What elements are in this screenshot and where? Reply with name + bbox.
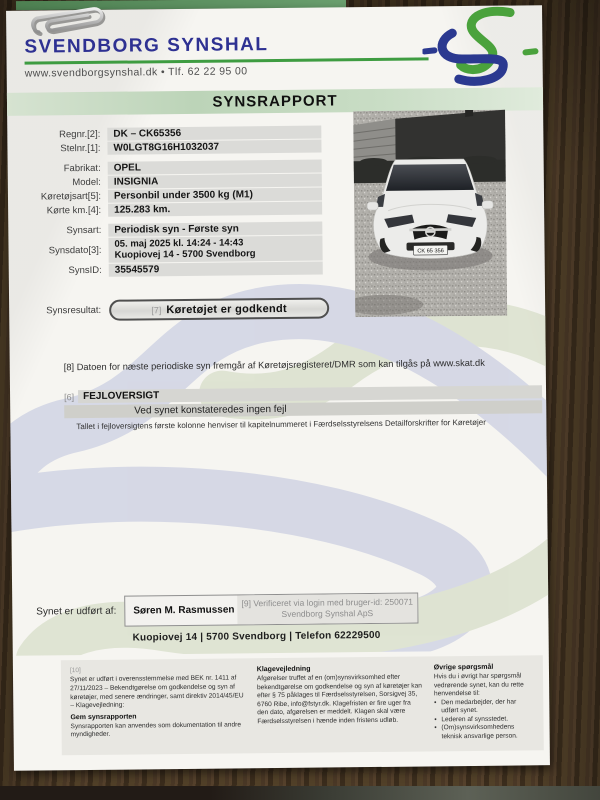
questions-heading: Øvrige spørgsmål [433, 663, 494, 672]
floor-strip [0, 786, 600, 800]
company-logo-icon [422, 6, 539, 89]
footer-col-appeal [257, 664, 423, 744]
result-label: Synsresultat: [46, 304, 102, 317]
windshield [386, 164, 474, 191]
field-value: Periodisk syn - Første syn [108, 222, 322, 237]
field-label: Fabrikat: [63, 162, 101, 175]
field-value: INSIGNIA [108, 174, 322, 189]
field-label: Model: [72, 176, 101, 189]
fault-ref: [6] [64, 391, 75, 402]
footer-col-legal [70, 665, 246, 745]
paperclip [26, 1, 122, 43]
field-row-synsid [9, 261, 357, 278]
field-value: DK – CK65356 [107, 126, 321, 141]
mirror-left [367, 202, 378, 210]
field-value: OPEL [108, 160, 322, 175]
field-value: 125.283 km. [108, 202, 322, 217]
questions-intro: Hvis du i øvrigt har spørgsmål vedrørende synet, kan du rette henvendelse til: [433, 672, 524, 698]
field-label: SynsID: [68, 264, 102, 276]
field-value: Personbil under 3500 kg (M1) [108, 188, 322, 203]
result-text: Køretøjet er godkendt [166, 302, 288, 316]
question-item-text: Den medarbejder, der har udført synet. [441, 698, 517, 715]
field-label: Stelnr.[1]: [60, 142, 101, 155]
fault-note: Tallet i fejloversigtens første kolonne henviser til kapitelnummeret i Færdselsstyrelsens Detailforskrifter for Køretøjer [76, 417, 486, 432]
synsdato-line2: Kuopiovej 14 - 5700 Svendborg [114, 248, 256, 262]
bullet-dot: • [434, 716, 437, 724]
performed-by-label: Synet er udført af: [36, 605, 117, 618]
field-label: Kørte km.[4]: [46, 204, 102, 217]
station-address: Kuopiovej 14 | 5700 Svendborg | Telefon 62229500 [132, 629, 381, 644]
verification-company: Svendborg Synshal ApS [281, 608, 374, 620]
fault-result: Ved synet konstateredes ingen fejl [64, 400, 542, 418]
verification-block [237, 594, 417, 625]
inspector-box [124, 593, 418, 627]
save-report-text: Synsrapporten kan anvendes som dokumentation til andre myndigheder. [70, 721, 242, 739]
vehicle-photo [353, 110, 507, 318]
next-inspection-note: [8] Datoen for næste periodiske syn fremgår af Køretøjsregisteret/DMR som kan tilgås på www.skat.dk [63, 357, 485, 373]
company-name: SVENDBORG SYNSHAL [24, 34, 269, 58]
question-item-text: Lederen af synsstedet. [441, 715, 509, 724]
footer-col-questions [434, 662, 535, 742]
synsdato-line1: 05. maj 2025 kl. 14:24 - 14:43 [114, 237, 244, 250]
inspector-name: Søren M. Rasmussen [133, 604, 235, 617]
inspection-result-row [9, 297, 329, 321]
legal-text: Synet er udført i overensstemmelse med BEK nr. 1411 af 27/11/2023 – Bekendtgørelse om godkendelse og syn af køretøjer, med senere ændringer, samt direktiv 2014/45/EU – Klagevejledning: [70, 674, 244, 710]
field-value [108, 236, 322, 263]
inspection-report-page [6, 5, 550, 771]
report-title-banner: SYNSRAPPORT [7, 87, 543, 116]
mirror-right [482, 201, 493, 209]
license-plate-text: CK 65 356 [417, 248, 444, 255]
field-label: Synsdato[3]: [48, 244, 102, 257]
verification-line: [9] Verificeret via login med bruger-id: 250071 [241, 596, 414, 609]
field-value: W0LGT8G16H1032037 [107, 140, 321, 155]
field-label: Regnr.[2]: [59, 128, 101, 141]
field-label: Synsart: [66, 224, 102, 237]
vehicle-fields [7, 125, 357, 278]
contact-line: www.svendborgsynshal.dk • Tlf. 62 22 95 00 [24, 65, 248, 80]
appeal-text: Afgørelser truffet af en (om)synsvirksomhed efter bekendtgørelse om godkendelse og syn af køretøjer kan efter § 75 påklages til Færdselsstyrelsen, Sorsigvej 35, 6760 Ribe, info@fstyr.dk. Klagefristen er fire uger fra den dato, afgørelsen er meddelt. Klagen skal være Færdselsstyrelsen i hænde inden fristens udløb. [256, 673, 422, 726]
legal-footer [61, 655, 544, 755]
appeal-heading: Klagevejledning [256, 665, 311, 674]
result-box [109, 297, 329, 320]
field-row-synsdato [8, 235, 356, 263]
field-label: Køretøjsart[5]: [40, 190, 102, 203]
footer-ref: [10] [69, 667, 81, 675]
question-item [434, 724, 534, 742]
question-item-text: (Om)synsvirksomhedens teknisk ansvarlige person. [441, 724, 518, 741]
bullet-dot: • [434, 724, 437, 732]
result-ref: [7] [151, 304, 162, 315]
performed-by-row [12, 591, 548, 628]
field-value: 35545579 [109, 261, 323, 276]
grille-chrome-bar [409, 228, 451, 231]
performed-by-section [12, 591, 548, 645]
fault-overview-section [10, 385, 546, 432]
bullet-dot: • [434, 699, 437, 707]
question-item [434, 698, 534, 716]
fault-heading: FEJLOVERSIGT [78, 385, 542, 403]
save-report-heading: Gem synsrapporten [70, 713, 137, 721]
